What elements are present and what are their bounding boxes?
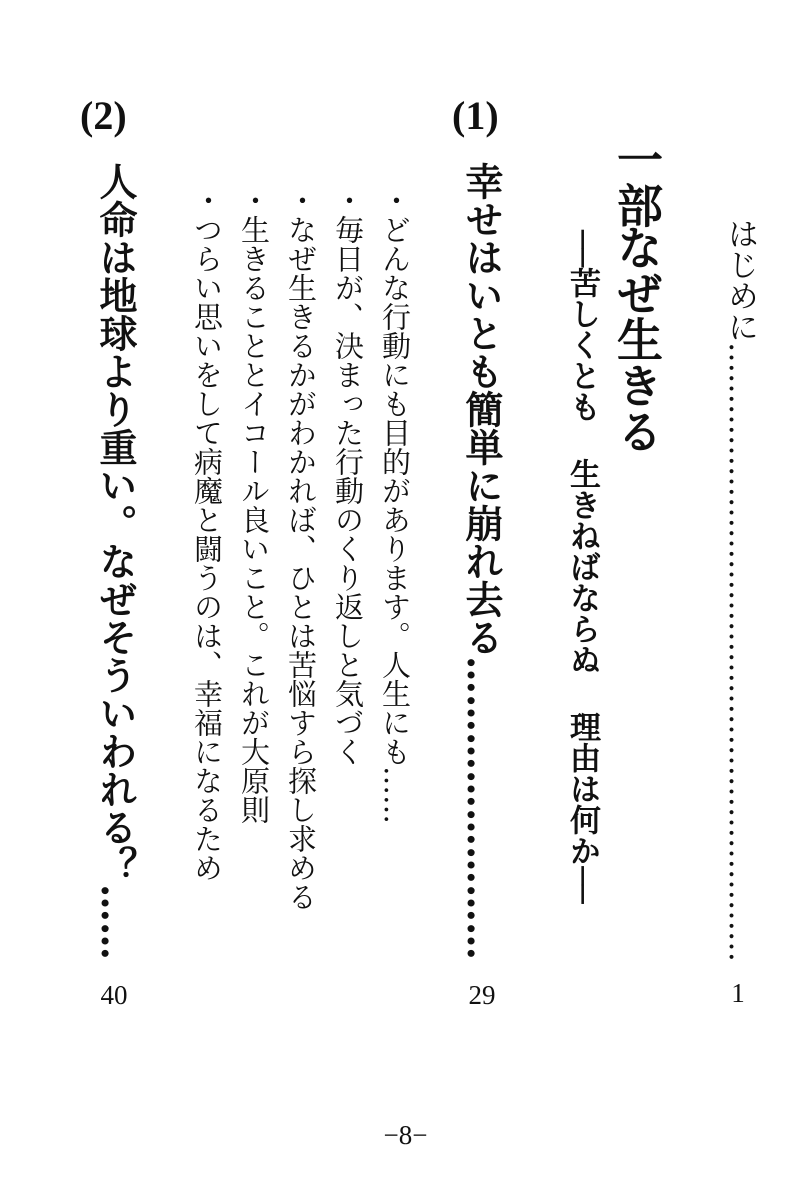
subtitle-part-b: 生きねばならぬ [564, 458, 600, 676]
intro-label: はじめに [722, 218, 758, 342]
intro-page-number: 1 [731, 978, 745, 1008]
part-title: なぜ生きる [610, 224, 664, 454]
toc-entry-intro [722, 218, 758, 1072]
section1-title: 幸せはいとも簡単に崩れ去る [459, 162, 504, 656]
section1-number: (1) [452, 93, 499, 138]
toc-entry-section2 [93, 162, 138, 960]
part-number: 一部 [610, 136, 664, 228]
page-footer-number: −8− [383, 1120, 428, 1150]
intro-leader-dots: …………………………………………………… [722, 342, 758, 962]
subtitle-part-a: 苦しくとも [564, 267, 600, 423]
toc-entry-section1 [459, 162, 504, 960]
section1-bullet: ・なぜ生きるかがわかれば、ひとは苦悩すら探し求める [284, 186, 318, 911]
section2-leader-dots: …… [93, 884, 138, 960]
section2-number: (2) [80, 93, 127, 138]
subtitle-dash-open: ── [564, 230, 600, 268]
section2-title: 人命は地球より重い。なぜそういわれる？ [93, 162, 138, 884]
subtitle-part-c: 理由は何か [564, 711, 600, 867]
section1-bullet: ・毎日が、決まった行動のくり返しと気づく [331, 186, 365, 766]
section1-leader-dots: …………………… [459, 656, 504, 960]
section2-page-number: 40 [100, 980, 128, 1010]
part-subtitle [564, 230, 600, 904]
section1-page-number: 29 [468, 980, 496, 1010]
section1-bullet: ・つらい思いをして病魔と闘うのは、幸福になるため [190, 186, 224, 882]
section1-bullet: ・生きることとイコール良いこと。これが大原則 [237, 186, 271, 824]
subtitle-dash-close: ── [564, 866, 600, 904]
section1-bullet: ・どんな行動にも目的があります。人生にも…… [378, 186, 412, 824]
